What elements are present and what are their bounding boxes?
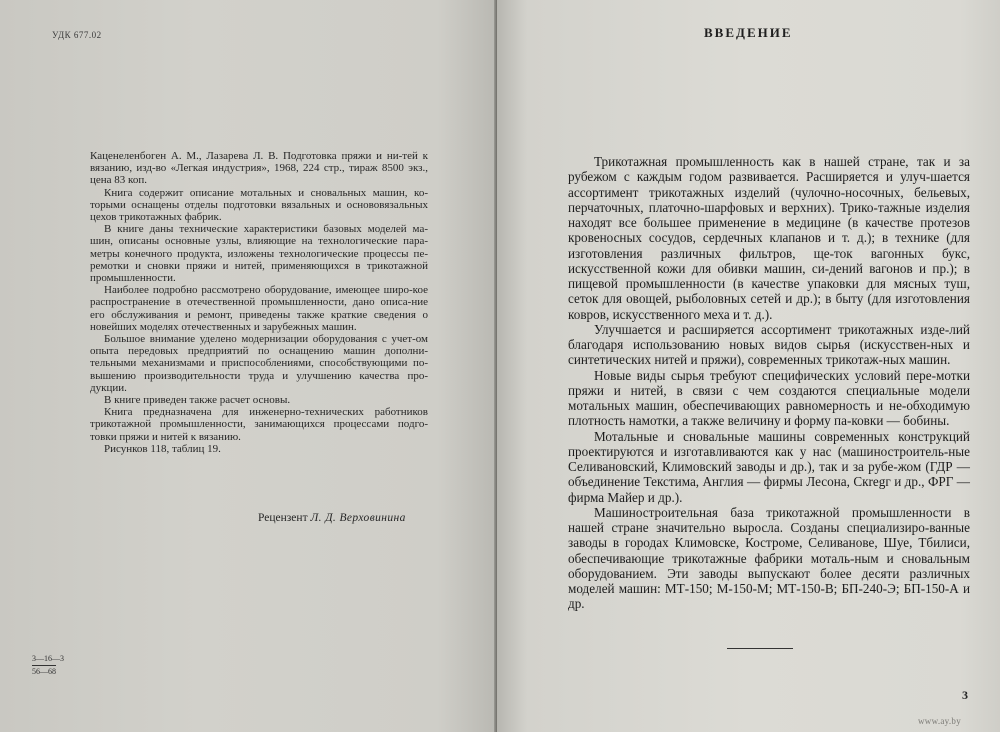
- code-line-bottom: 56—68: [32, 667, 56, 676]
- reviewer-name: Л. Д. Верховинина: [310, 512, 406, 524]
- code-line-top: 3—16—3: [32, 654, 64, 663]
- reviewer-credit: [258, 512, 406, 524]
- body-paragraph: Машиностроительная база трикотажной промышленности в нашей стране значительно выросла. Созданы специализиро-ванные заводы в городах Климовске, Костроме, Селиванове, Шуе, Тбилиси, обеспечивающие трикотажные фабрики моталь-ным и сновальным оборудованием. Эти заводы выпускают более десяти различных моделей машин: МТ-150; М-150-М; МТ-150-В; БП-240-Э; БП-150-А и др.: [568, 504, 970, 612]
- introduction-text: [568, 154, 970, 612]
- code-divider: [32, 665, 56, 666]
- annotation-paragraph: Книга содержит описание мотальных и сновальных машин, ко-торыми оснащены отделы подготовки вязальных и основовязальных цехов трикотажных фабрик.: [90, 186, 428, 224]
- annotation-paragraph: Наиболее подробно рассмотрено оборудование, имеющее широ-кое распространение в отечественной промышленности, дано описа-ние его обслуживания и ремонт, приведены также краткие сведения о новейших моделях отечественных и зарубежных машин.: [90, 284, 428, 333]
- body-paragraph: Трикотажная промышленность как в нашей стране, так и за рубежом с каждым годом развивается. Расширяется и улуч-шается ассортимент трикотажных изделий (чулочно-носочных, бельевых, перчаточных, платочно-шарфовых и верхних). Трико-тажные изделия находят все большее применение в медицине (в качестве протезов кровеносных сосудов, сердечных клапанов и т. д.); в технике (для изготовления различных фильтров, ще-ток вагонных букс, искусственной кожи для обивки машин, си-дений вагонов и пр.); в пищевой промышленности (в качестве упаковки для мясных туш, сеток для овощей, рыболовных сетей и др.); в быту (для изготовления ковров, искусственного меха и т. д.).: [568, 154, 970, 322]
- left-page: [0, 0, 497, 732]
- body-paragraph: Мотальные и сновальные машины современных конструкций проектируются и изготавливаются как у нас (машиностроитель-ные Селивановский, Климовский заводы и др.), так и за рубе-жом (ГДР — объединение Текстима, Англия — фирмы Лесона, Скregг и др., ФРГ — фирма Майер и др.).: [568, 428, 970, 505]
- annotation-paragraph: Большое внимание уделено модернизации оборудования с учет-ом опыта передовых предприятий по оснащению машин дополни-тельными механизмами и приспособлениями, способствующими по-вышению производительности труда и улучшению качества про-дукции.: [90, 333, 428, 394]
- annotation-paragraph: В книге приведен также расчет основы.: [104, 394, 291, 407]
- watermark: www.ay.by: [918, 716, 962, 726]
- annotation-block: [90, 150, 428, 455]
- body-paragraph: Новые виды сырья требуют специфических условий пере-мотки пряжи и нитей, в связи с чем создаются специальные модели мотальных машин, обеспечивающих равномерность и не-обходимую плотность намотки, а также величину и форму па-ковки — бобины.: [568, 367, 970, 429]
- publication-code: [32, 654, 64, 677]
- annotation-paragraph: Каценеленбоген А. М., Лазарева Л. В. Подготовка пряжи и ни-тей к вязанию, изд-во «Легкая индустрия», 1968, 224 стр., тираж 8500 экз., цена 83 коп.: [90, 150, 428, 187]
- annotation-paragraph: Книга предназначена для инженерно-технических работников трикотажной промышленности, занимающихся процессами подго-товки пряжи и нитей к вязанию.: [90, 406, 428, 443]
- annotation-paragraph: Рисунков 118, таблиц 19.: [104, 442, 221, 455]
- reviewer-label: Рецензент: [258, 512, 308, 524]
- body-paragraph: Улучшается и расширяется ассортимент трикотажных изде-лий благодаря использованию новых видов сырья (искусствен-ных и синтетических нитей и пряжи), современных трикотаж-ных машин.: [568, 321, 970, 368]
- chapter-title: ВВЕДЕНИЕ: [704, 25, 793, 40]
- udk-code: УДК 677.02: [52, 30, 102, 40]
- page-number: 3: [962, 688, 968, 702]
- annotation-paragraph: В книге даны технические характеристики базовых моделей ма-шин, описаны основные узлы, влияющие на технологические пара-метры конечного продукта, изложены технологические процессы пе-ремотки и сновки пряжи и нитей, применяющихся в трикотажной промышленности.: [90, 223, 428, 285]
- section-end-divider: [727, 648, 793, 649]
